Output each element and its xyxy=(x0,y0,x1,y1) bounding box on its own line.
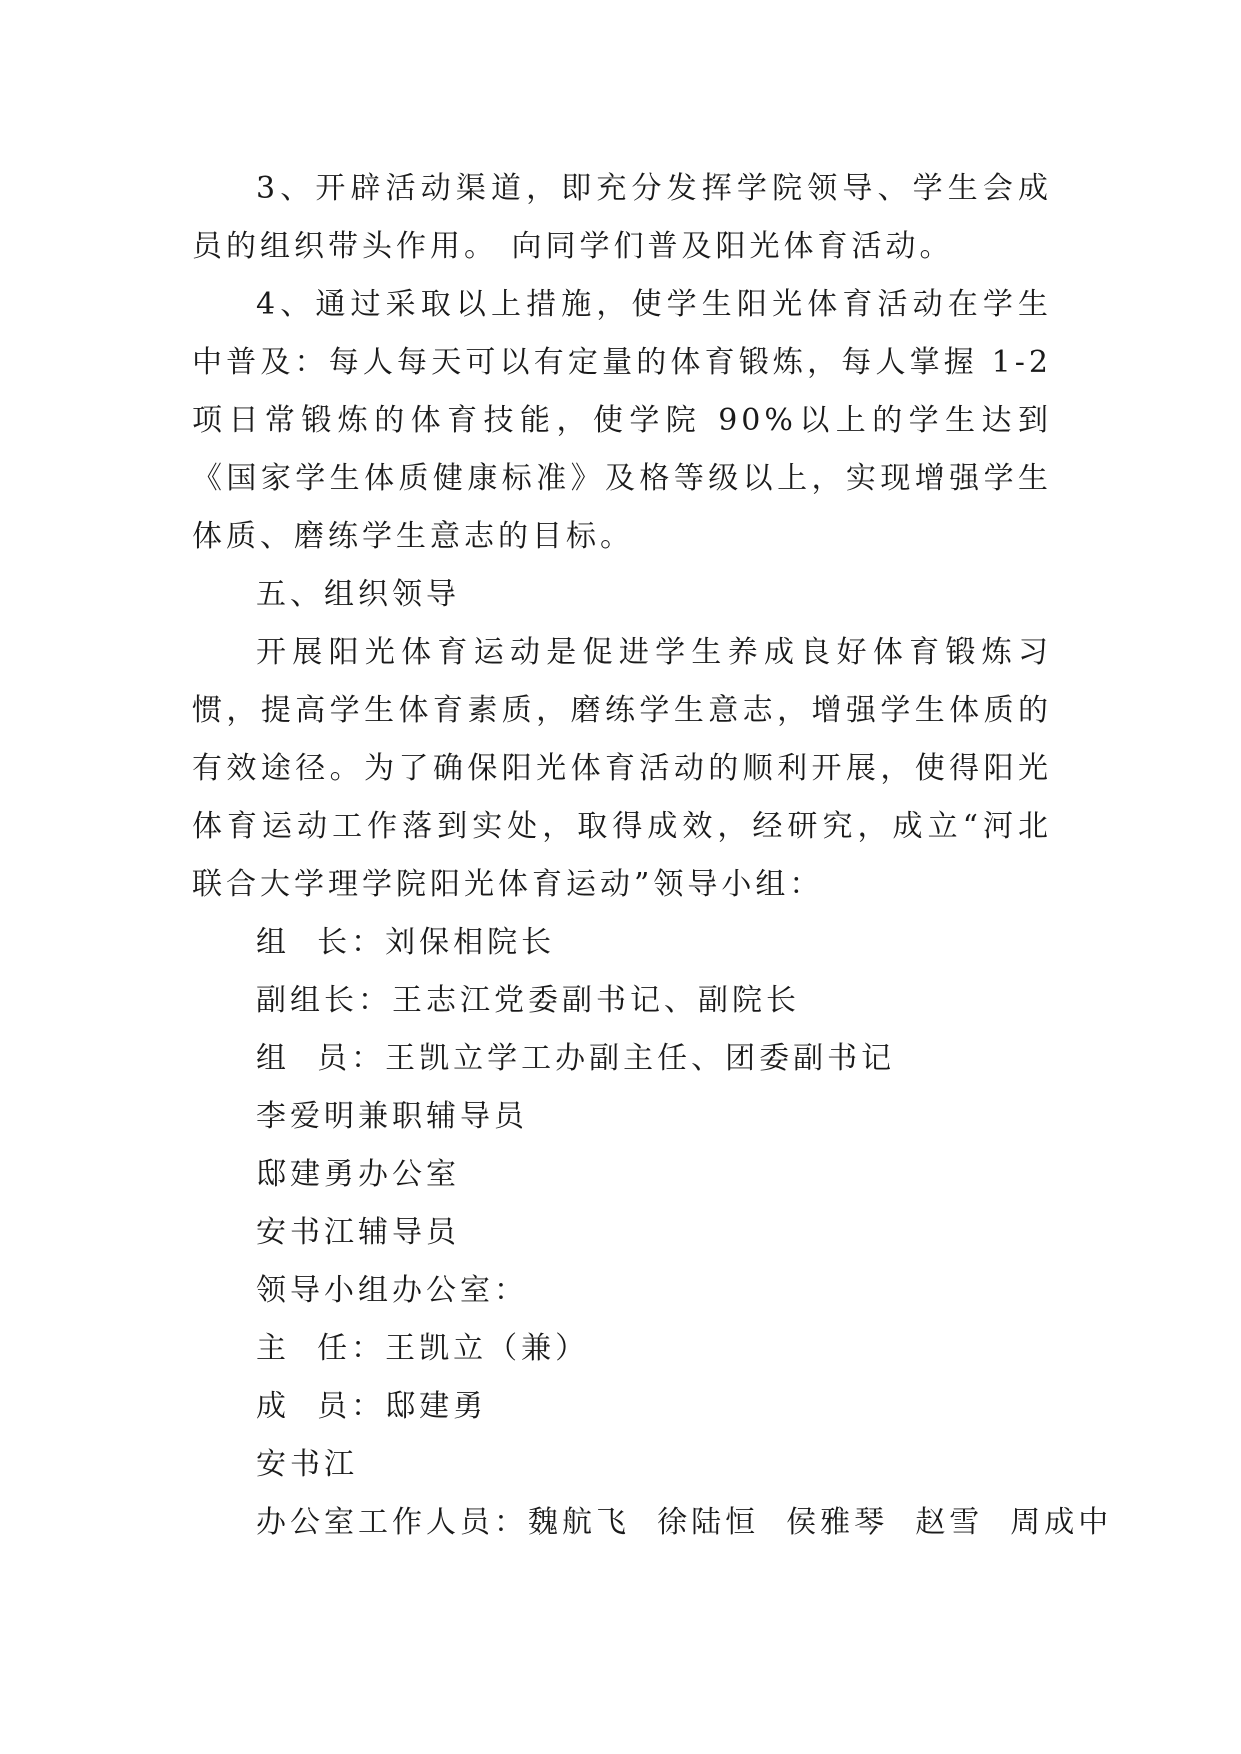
line-member-3: 邸建勇办公室 xyxy=(256,1157,460,1192)
paragraph-measures-goal: 4、通过采取以上措施，使学生阳光体育活动在学生中普及：每人每天可以有定量的体育锻炼，每人掌握 1-2 项日常锻炼的体育技能，使学院 90%以上的学生达到《国家学生体质健康标准》及格等级以上，实现增强学生体质、磨练学生意志的目标。 xyxy=(192,287,1052,554)
line-office-director: 主 任：王凯立（兼） xyxy=(256,1331,590,1366)
paragraph-leadership-group: 开展阳光体育运动是促进学生养成良好体育锻炼习惯，提高学生体育素质，磨练学生意志，增强学生体质的有效途径。为了确保阳光体育活动的顺利开展，使得阳光体育运动工作落到实处，取得成效，经研究，成立“河北联合大学理学院阳光体育运动”领导小组： xyxy=(192,635,1052,902)
line-member-1: 组 员：王凯立学工办副主任、团委副书记 xyxy=(256,1041,896,1076)
line-office-heading: 领导小组办公室： xyxy=(256,1273,528,1308)
line-member-4: 安书江辅导员 xyxy=(256,1215,460,1250)
line-group-leader: 组 长：刘保相院长 xyxy=(256,925,556,960)
line-member-2: 李爱明兼职辅导员 xyxy=(256,1099,528,1134)
line-office-member-2: 安书江 xyxy=(256,1447,358,1482)
line-office-member-1: 成 员：邸建勇 xyxy=(256,1389,488,1424)
line-office-staff: 办公室工作人员：魏航飞 徐陆恒 侯雅琴 赵雪 周成中 xyxy=(256,1505,1113,1540)
document-body xyxy=(192,160,1113,1552)
paragraph-activity-channels: 3、开辟活动渠道，即充分发挥学院领导、学生会成员的组织带头作用。 向同学们普及阳光体育活动。 xyxy=(192,171,1052,264)
line-deputy-leader: 副组长：王志江党委副书记、副院长 xyxy=(256,983,800,1018)
section-heading-organization: 五、组织领导 xyxy=(256,577,460,612)
